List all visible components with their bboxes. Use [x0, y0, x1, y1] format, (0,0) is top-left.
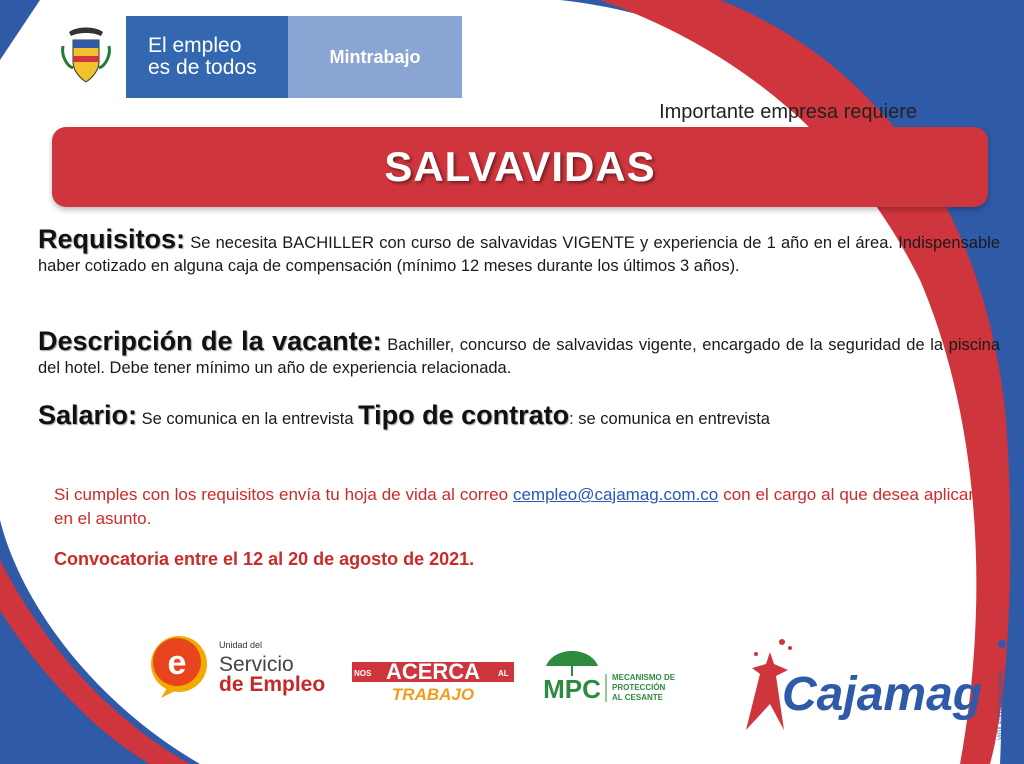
- servicio-line2: de Empleo: [219, 673, 326, 696]
- salario-section: [38, 400, 1000, 431]
- vigilado-supersubsidio-mark: [996, 640, 1008, 740]
- mpc-desc1: MECANISMO DE: [612, 673, 676, 682]
- apply-text-after: con el cargo al que desea aplicar en el asunto.: [54, 485, 974, 528]
- descripcion-heading: Descripción de la vacante:: [38, 326, 382, 356]
- acerca-al: AL: [498, 669, 509, 678]
- mpc-desc3: AL CESANTE: [612, 693, 663, 702]
- requisitos-heading: Requisitos: [38, 224, 177, 254]
- cajamag-text: Cajamag: [782, 668, 983, 721]
- servicio-small: Unidad del: [219, 640, 263, 650]
- apply-text-before: Si cumples con los requisitos envía tu hoja de vida al correo: [54, 485, 513, 504]
- servicio-empleo-logo: [147, 630, 337, 700]
- requisitos-separator: :: [176, 224, 186, 254]
- vigilado-text: VIGILADO SuperSubsidio: [998, 670, 1004, 740]
- requisitos-text: Se necesita BACHILLER con curso de salvavidas VIGENTE y experiencia de 1 año en el área. Indispensable haber cotizado en alguna caja de compensación (mínimo 12 meses durante los últimos 3 años).: [38, 234, 1000, 275]
- title-banner: [52, 127, 988, 207]
- acerca-top: ACERCA: [385, 659, 481, 684]
- requisitos-section: [38, 224, 1000, 278]
- salario-text: Se comunica en la entrevista: [137, 410, 359, 428]
- salario-separator: :: [128, 400, 138, 430]
- acerca-nos: NOS: [354, 669, 372, 678]
- mpc-desc2: PROTECCIÓN: [612, 683, 666, 692]
- servicio-line1: Servicio: [219, 653, 294, 676]
- salario-heading: Salario: [38, 400, 129, 430]
- servicio-empleo-text: [219, 635, 325, 695]
- svg-text:e: e: [167, 644, 187, 682]
- gov-slogan-line1: El empleo: [148, 34, 242, 57]
- contrato-heading: Tipo de contrato: [358, 400, 570, 430]
- job-title: SALVAVIDAS: [384, 143, 656, 190]
- lead-text: Importante empresa requiere: [659, 101, 917, 123]
- mpc-logo: [540, 640, 680, 720]
- gov-slogan-line2: es de todos: [148, 56, 257, 79]
- descripcion-section: [38, 326, 1001, 380]
- acerca-bottom: TRABAJO: [391, 685, 475, 704]
- ministry-label: Mintrabajo: [288, 16, 462, 98]
- contrato-text: : se comunica en entrevista: [569, 410, 770, 428]
- government-banner: [46, 16, 462, 98]
- mpc-text: MPC: [543, 674, 601, 704]
- colombia-coat-of-arms-icon: [46, 16, 126, 98]
- gov-slogan: [126, 16, 288, 98]
- convocatoria-dates: Convocatoria entre el 12 al 20 de agosto de 2021.: [54, 549, 475, 569]
- apply-instructions: [54, 483, 974, 531]
- nos-acerca-al-trabajo-logo: [352, 656, 514, 706]
- cajamag-logo: [726, 634, 1016, 734]
- descripcion-text: Bachiller, concurso de salvavidas vigente, encargado de la seguridad de la piscina del hotel. Debe tener mínimo un año de experiencia relacionada.: [38, 336, 1001, 377]
- email-link[interactable]: cempleo@cajamag.com.co: [512, 485, 719, 504]
- servicio-empleo-e-icon: [147, 630, 213, 700]
